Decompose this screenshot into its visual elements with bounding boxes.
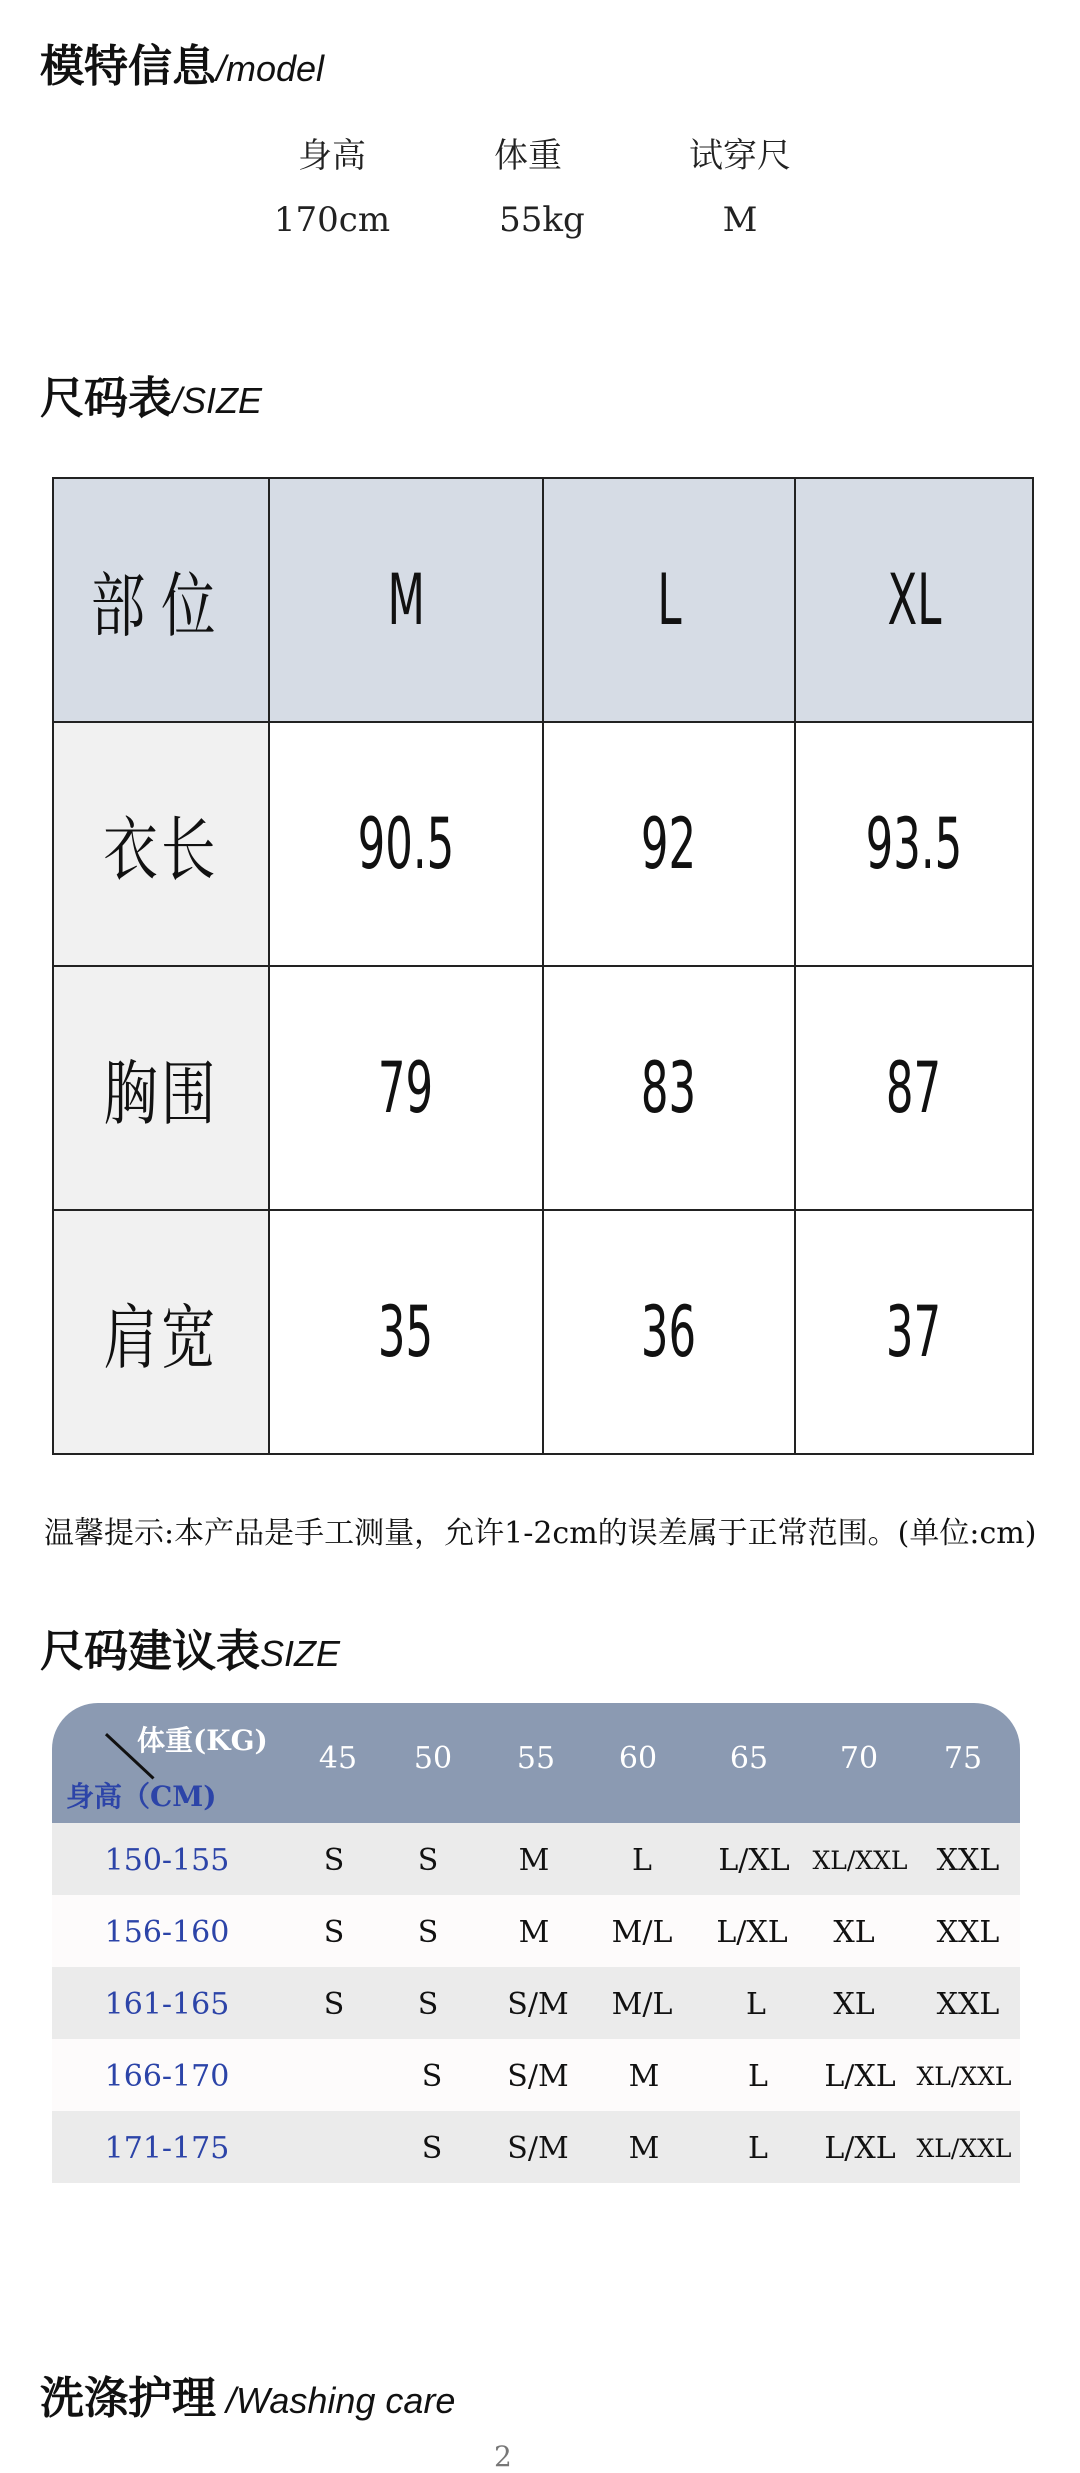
measurement-note: 温馨提示:本产品是手工测量，允许1-2cm的误差属于正常范围。(单位:cm) [44, 1516, 1037, 1551]
size-header-part: 部位 [53, 478, 269, 722]
size-suggestion: S/M [507, 2131, 569, 2166]
size-cell: 36 [543, 1210, 795, 1454]
table-row [53, 722, 1033, 966]
size-suggestion: S [323, 1987, 345, 2022]
size-suggestion: S [417, 1987, 439, 2022]
size-suggestion: L/XL [824, 2059, 896, 2094]
table-row [52, 2039, 1020, 2111]
size-suggestion: M/L [611, 1987, 673, 2022]
size-cell: 87 [795, 966, 1033, 1210]
height-range: 171-175 [104, 2131, 230, 2166]
size-suggestion: M/L [611, 1915, 673, 1950]
model-header-size: 试穿尺 [689, 136, 791, 176]
size-cell: 35 [269, 1210, 543, 1454]
weight-col: 55 [516, 1741, 556, 1776]
weight-col: 45 [318, 1741, 358, 1776]
size-suggestion: S [421, 2131, 443, 2166]
model-value-weight: 55kg [499, 200, 585, 240]
size-suggestion: XL/XXL [916, 2134, 1012, 2163]
size-suggestion: S [323, 1843, 345, 1878]
recommend-title: 尺码建议表 [40, 1626, 260, 1677]
size-suggestion: S/M [507, 2059, 569, 2094]
size-row-label: 胸围 [53, 966, 269, 1210]
size-suggestion: L/XL [716, 1915, 788, 1950]
height-range: 150-155 [104, 1843, 230, 1878]
size-table [52, 477, 1034, 1455]
size-suggestion: XXL [936, 1987, 1000, 2022]
size-suggestion: L/XL [824, 2131, 896, 2166]
size-suggestion: S [417, 1843, 439, 1878]
height-range: 166-170 [104, 2059, 230, 2094]
size-suggestion: L/XL [718, 1843, 790, 1878]
size-suggestion: XL [833, 1987, 875, 2022]
size-suggestion: L [748, 2059, 768, 2094]
size-suggestion: S/M [507, 1987, 569, 2022]
recommend-header [52, 1703, 1020, 1823]
care-title-en: /Washing care [216, 2380, 456, 2421]
model-title: 模特信息 [40, 41, 216, 92]
size-cell: 92 [543, 722, 795, 966]
size-cell: 79 [269, 966, 543, 1210]
care-title: 洗涤护理 [40, 2373, 216, 2424]
weight-col: 70 [839, 1741, 879, 1776]
size-header-col: M [269, 478, 543, 722]
size-suggestion: XL/XXL [812, 1846, 908, 1875]
size-suggestion: XL/XXL [916, 2062, 1012, 2091]
size-suggestion: XXL [936, 1915, 1000, 1950]
size-suggestion: S [323, 1915, 345, 1950]
model-value-height: 170cm [273, 200, 391, 240]
size-suggestion: M [628, 2131, 660, 2166]
size-suggestion: M [518, 1915, 550, 1950]
table-row [52, 1895, 1020, 1967]
size-row-label: 衣长 [53, 722, 269, 966]
size-row-label: 肩宽 [53, 1210, 269, 1454]
size-suggestion: XL [833, 1915, 875, 1950]
size-recommendation-table [52, 1703, 1020, 2183]
model-section-title [40, 30, 324, 94]
size-cell: 37 [795, 1210, 1033, 1454]
table-row [52, 1967, 1020, 2039]
size-suggestion: S [417, 1915, 439, 1950]
model-title-en: /model [216, 48, 325, 89]
size-cell: 90.5 [269, 722, 543, 966]
model-header-height: 身高 [298, 136, 366, 176]
size-cell: 93.5 [795, 722, 1033, 966]
size-suggestion: L [748, 2131, 768, 2166]
weight-axis-label: 体重(KG) [137, 1724, 268, 1757]
weight-col: 50 [413, 1741, 453, 1776]
recommend-section-title [40, 1615, 340, 1679]
model-value-size: M [722, 200, 758, 240]
size-header-col: XL [795, 478, 1033, 722]
page-number: 2 [494, 2440, 512, 2473]
weight-col: 60 [618, 1741, 658, 1776]
size-section-title [40, 362, 262, 426]
size-table-header-row [53, 478, 1033, 722]
table-row [53, 1210, 1033, 1454]
model-header-weight: 体重 [494, 136, 562, 176]
recommend-title-en: SIZE [260, 1633, 341, 1674]
size-suggestion: L [746, 1987, 766, 2022]
size-header-col: L [543, 478, 795, 722]
table-row [53, 966, 1033, 1210]
size-suggestion: S [421, 2059, 443, 2094]
size-title: 尺码表 [40, 373, 172, 424]
table-row [52, 2111, 1020, 2183]
size-suggestion: M [628, 2059, 660, 2094]
care-section-title [40, 2362, 455, 2426]
size-cell: 83 [543, 966, 795, 1210]
size-suggestion: L [632, 1843, 652, 1878]
height-range: 156-160 [104, 1915, 230, 1950]
size-title-en: /SIZE [172, 380, 263, 421]
size-suggestion: M [518, 1843, 550, 1878]
height-axis-label: 身高（CM) [66, 1780, 217, 1813]
weight-col: 75 [943, 1741, 983, 1776]
table-row [52, 1823, 1020, 1895]
height-range: 161-165 [104, 1987, 230, 2022]
weight-col: 65 [729, 1741, 769, 1776]
size-suggestion: XXL [936, 1843, 1000, 1878]
